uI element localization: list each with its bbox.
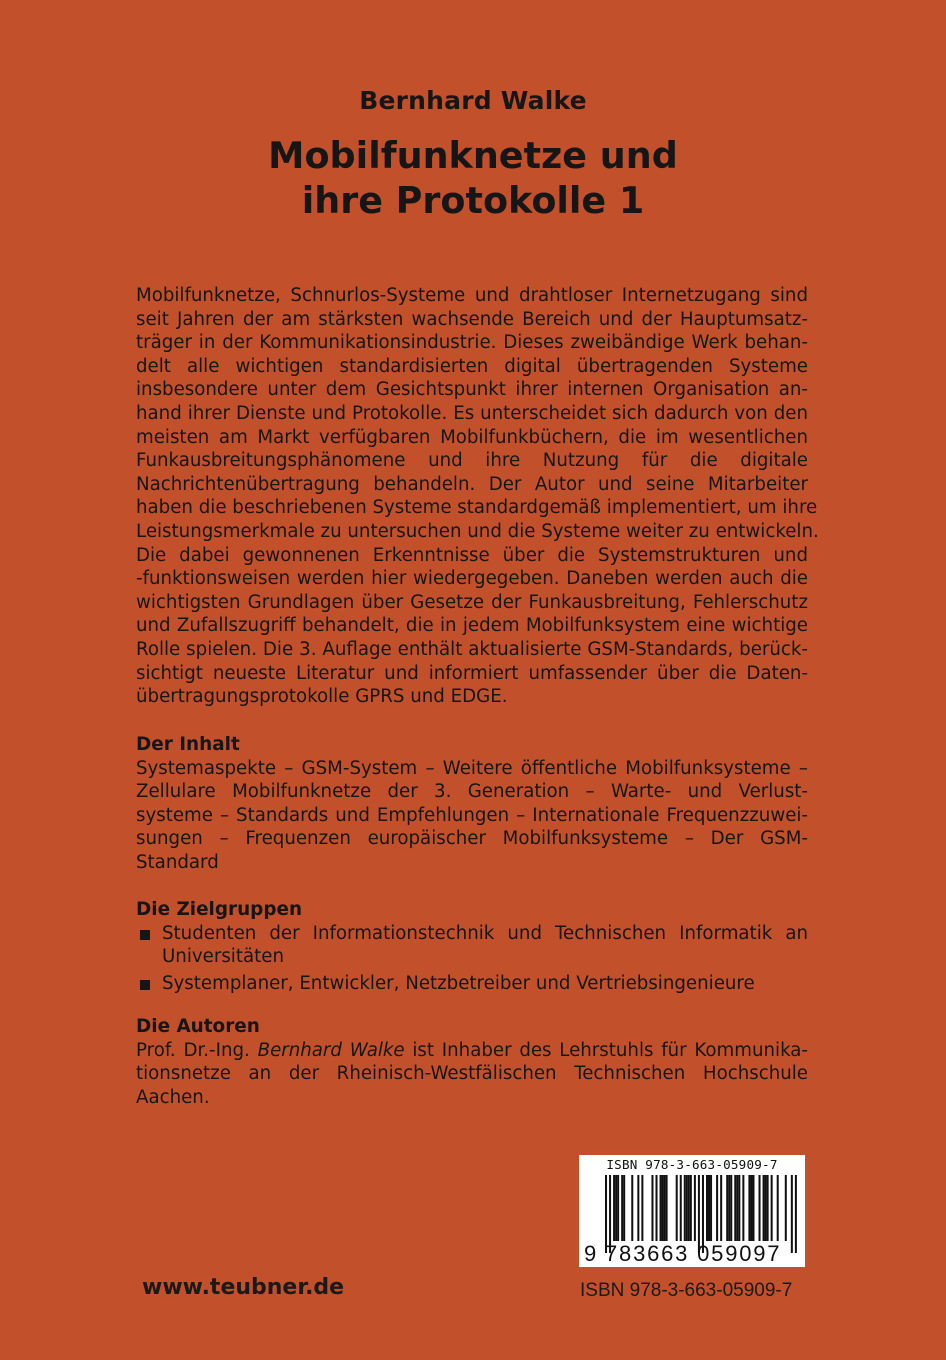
intro-line: -funktionsweisen werden hier wiedergegeben. Daneben werden auch die: [136, 568, 808, 590]
barcode-bar: [785, 1175, 787, 1241]
barcode-bar: [748, 1175, 750, 1241]
barcode-bar: [664, 1175, 666, 1241]
barcode-bar: [623, 1175, 625, 1241]
barcode-bar: [763, 1175, 765, 1241]
contents-heading: Der Inhalt: [136, 734, 240, 755]
barcode-bar: [777, 1175, 779, 1241]
barcode-bar: [637, 1175, 639, 1241]
bullet-square-icon: [140, 930, 150, 940]
barcode-bar: [767, 1175, 769, 1241]
barcode-bar: [641, 1175, 643, 1241]
authors-line: [136, 1039, 808, 1063]
barcode-bar: [708, 1175, 710, 1241]
book-title: [0, 133, 946, 223]
target-group-line: Systemplaner, Entwickler, Netzbetreiber und Vertriebsingenieure: [162, 972, 755, 994]
intro-line: seit Jahren der am stärksten wachsende Bereich und der Hauptumsatz-: [136, 308, 808, 330]
barcode-bar: [752, 1175, 754, 1241]
book-title-line: ihre Protokolle 1: [301, 179, 645, 222]
barcode-bar: [621, 1175, 623, 1241]
barcode-bar: [680, 1175, 682, 1241]
target-group-line: Studenten der Informationstechnik und Technischen Informatik an: [162, 922, 808, 944]
intro-line: Die dabei gewonnenen Erkenntnisse über die Systemstrukturen und: [136, 544, 808, 566]
book-title-line: Mobilfunknetze und: [268, 134, 678, 177]
contents-line: Zellulare Mobilfunknetze der 3. Generation – Warte- und Verlust-: [136, 781, 808, 803]
intro-line: träger in der Kommunikationsindustrie. Dieses zweibändige Werk behan-: [136, 332, 808, 354]
authors-line: Aachen.: [136, 1086, 210, 1108]
intro-line: wichtigsten Grundlagen über Gesetze der Funkausbreitung, Fehlerschutz: [136, 591, 808, 613]
barcode-bar: [684, 1175, 686, 1241]
barcode-bar: [716, 1175, 718, 1241]
barcode-bar: [710, 1175, 712, 1241]
barcode-bar: [771, 1175, 773, 1241]
intro-line: und Zufallszugriff behandelt, die in jedem Mobilfunksystem eine wichtige: [136, 615, 808, 637]
barcode-bar: [730, 1175, 732, 1241]
authors-name: Bernhard Walke: [257, 1039, 405, 1061]
barcode-bar: [706, 1175, 708, 1241]
target-group-line: Universitäten: [162, 946, 284, 968]
barcode-bar: [613, 1175, 615, 1241]
barcode-bar: [617, 1175, 619, 1241]
barcode-bar: [676, 1175, 678, 1241]
intro-line: übertragungsprotokolle GPRS und EDGE.: [136, 686, 508, 708]
intro-line: insbesondere unter dem Gesichtspunkt ihrer internen Organisation an-: [136, 379, 808, 401]
barcode-isbn-label: ISBN 978-3-663-05909-7: [606, 1157, 778, 1172]
authors-suffix: ist Inhaber des Lehrstuhls für Kommunika-: [404, 1039, 808, 1061]
contents-line: sungen – Frequenzen europäischer Mobilfunksysteme – Der GSM-: [136, 828, 808, 850]
target-group-item: [136, 972, 808, 996]
intro-line: delt alle wichtigen standardisierten digital übertragenden Systeme: [136, 355, 808, 377]
barcode-bar: [738, 1175, 740, 1241]
barcode: [579, 1155, 805, 1267]
barcode-bar: [759, 1175, 761, 1241]
barcode-bar: [615, 1175, 617, 1241]
isbn-number: ISBN 978-3-663-05909-7: [580, 1280, 793, 1301]
barcode-bar: [765, 1175, 767, 1241]
barcode-bar: [660, 1175, 662, 1241]
authors-section: [136, 1015, 808, 1109]
target-group-item: [136, 922, 808, 969]
barcode-bar: [666, 1175, 668, 1241]
intro-line: haben die beschriebenen Systeme standardgemäß implementiert, um ihre: [136, 497, 818, 519]
intro-line: Mobilfunknetze, Schnurlos-Systeme und drahtloser Internetzugang sind: [136, 285, 808, 306]
barcode-bar: [728, 1175, 730, 1241]
barcode-bar: [742, 1175, 744, 1241]
intro-line: Nachrichtenübertragung behandeln. Der Autor und seine Mitarbeiter: [136, 473, 808, 495]
authors-prefix: Prof. Dr.-Ing.: [136, 1039, 258, 1061]
target-groups-section: [136, 898, 808, 995]
barcode-first-digit: 9: [584, 1241, 597, 1266]
authors-heading: Die Autoren: [136, 1016, 260, 1037]
barcode-bar: [736, 1175, 738, 1241]
barcode-bar: [631, 1175, 633, 1241]
barcode-bar: [726, 1175, 728, 1241]
authors-line: tionsnetze an der Rheinisch-Westfälischen Technischen Hochschule: [136, 1063, 808, 1085]
barcode-bar: [686, 1175, 688, 1241]
intro-line: sichtigt neueste Literatur und informiert umfassender über die Daten-: [136, 662, 808, 684]
barcode-bar: [651, 1175, 653, 1241]
intro-line: Rolle spielen. Die 3. Auflage enthält aktualisierte GSM-Standards, berück-: [136, 638, 808, 660]
intro-paragraph: [136, 284, 819, 709]
barcode-bar: [690, 1175, 692, 1241]
barcode-digits: 783663 059097: [605, 1241, 782, 1266]
contents-line: Systemaspekte – GSM-System – Weitere öffentliche Mobilfunksysteme –: [136, 757, 808, 779]
intro-line: Funkausbreitungsphänomene und ihre Nutzung für die digitale: [136, 450, 808, 472]
barcode-bar: [734, 1175, 736, 1241]
barcode-bar: [750, 1175, 752, 1241]
barcode-bar: [656, 1175, 658, 1241]
contents-section: [136, 733, 808, 875]
intro-line: meisten am Markt verfügbaren Mobilfunkbüchern, die im wesentlichen: [136, 426, 808, 448]
barcode-bar: [688, 1175, 690, 1241]
intro-line: Leistungsmerkmale zu untersuchen und die Systeme weiter zu entwickeln.: [136, 520, 819, 542]
intro-line: hand ihrer Dienste und Protokolle. Es unterscheidet sich dadurch von den: [136, 402, 808, 424]
author-name: Bernhard Walke: [359, 86, 587, 115]
contents-line: Standard: [136, 851, 219, 873]
contents-line: systeme – Standards und Empfehlungen – Internationale Frequenzzuwei-: [136, 804, 808, 826]
publisher-url[interactable]: www.teubner.de: [142, 1275, 345, 1300]
target-groups-heading: Die Zielgruppen: [136, 899, 303, 920]
barcode-bar: [694, 1175, 696, 1241]
barcode-bar: [720, 1175, 722, 1241]
barcode-bar: [662, 1175, 664, 1241]
bullet-square-icon: [140, 980, 150, 990]
